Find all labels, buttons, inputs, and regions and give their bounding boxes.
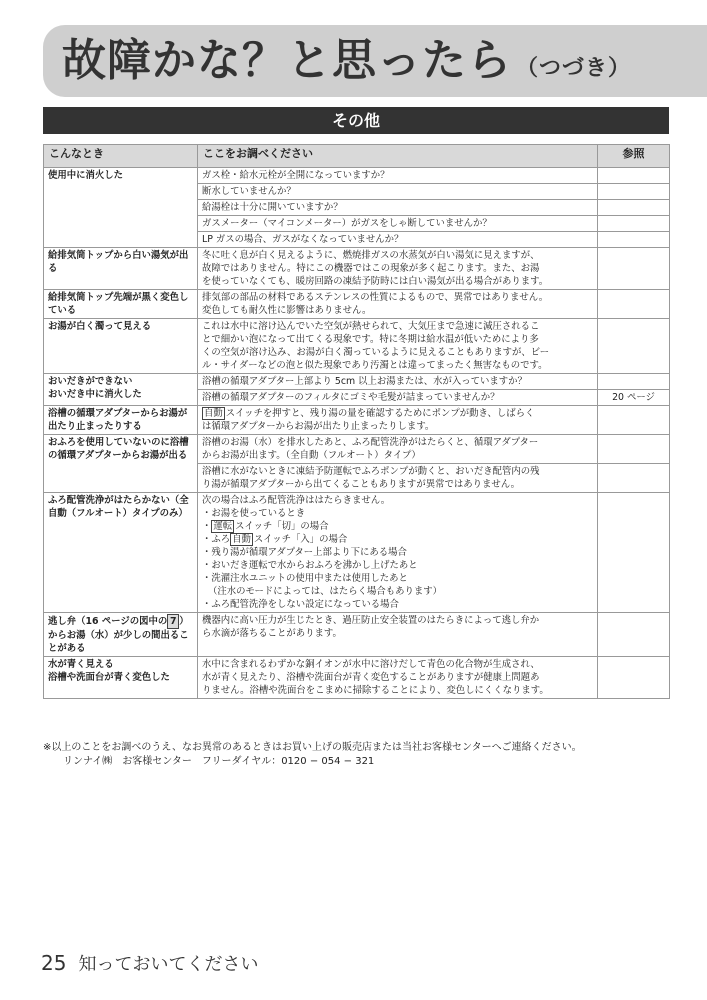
check-cell: ガスメーター（マイコンメーター）がガスをしゃ断していませんか？	[198, 216, 598, 232]
case-cell: お湯が白く濁って見える	[44, 319, 198, 374]
page-subtitle: （つづき）	[516, 56, 632, 81]
check-line: くの空気が溶け込み、お湯が白く濁っているように見えることもありますが、ビー	[202, 347, 550, 358]
reference-cell	[598, 248, 670, 290]
section-heading: その他	[43, 107, 669, 134]
case-cell: 使用中に消火した	[44, 168, 198, 248]
case-cell: 浴槽の循環アダプターからお湯が出たり止まったりする	[44, 406, 198, 435]
check-cell	[198, 290, 598, 319]
table-row	[44, 319, 670, 374]
check-line: ・お湯を使っているとき	[202, 508, 306, 519]
run-switch-label: 運転	[213, 521, 233, 532]
reference-cell	[598, 464, 670, 493]
check-line: 故障ではありません。特にこの機器ではこの現象が多く起こります。また、お湯	[202, 263, 540, 274]
check-line: 機器内に高い圧力が生じたとき、過圧防止安全装置のはたらきによって逃し弁か	[202, 615, 540, 626]
case-cell	[44, 613, 198, 657]
check-line	[202, 407, 593, 420]
check-line-text: スイッチ「入」の場合	[253, 534, 348, 545]
check-line: ル・サイダーなどの泡と似た現象であり汚濁とは違ってまったく無害なものです。	[202, 360, 548, 371]
page-title	[62, 28, 631, 102]
column-header-case: こんなとき	[44, 145, 198, 168]
check-line: とで細かい泡になって出てくる現象です。特に冬期は給水温が低いためにより多	[202, 334, 539, 345]
check-cell: ガス栓・給水元栓が全開になっていますか？	[198, 168, 598, 184]
check-line: 冬に吐く息が白く見えるように、燃焼排ガスの水蒸気が白い湯気に見えますが、	[202, 250, 540, 261]
check-line: からお湯が出ます。（全自動（フルオート）タイプ）	[202, 450, 421, 461]
check-cell: 浴槽の循環アダプター上部より 5cm 以上お湯または、水が入っていますか？	[198, 374, 598, 390]
check-cell	[198, 657, 598, 699]
page-title-text: 故障かな？と思ったら	[62, 35, 512, 86]
reference-cell	[598, 319, 670, 374]
table-row	[44, 613, 670, 657]
check-line: りません。浴槽や洗面台をこまめに掃除することにより、変色しにくくなります。	[202, 685, 549, 696]
bullet: ・	[202, 521, 212, 532]
check-line-text: スイッチを押すと、残り湯の量を確認するためにポンプが動き、しばらく	[225, 408, 535, 419]
case-cell: 給排気筒トップから白い湯気が出る	[44, 248, 198, 290]
case-text-rest: ）からお湯（水）が少しの間出ることがある	[48, 616, 189, 654]
check-line-text: スイッチ「切」の場合	[235, 521, 329, 532]
check-cell	[198, 493, 598, 613]
table-row	[44, 248, 670, 290]
check-cell	[198, 248, 598, 290]
reference-cell	[598, 168, 670, 184]
reference-cell	[598, 406, 670, 435]
auto-switch-label: 自動	[232, 534, 251, 545]
reference-cell[interactable]: 20 ページ	[598, 390, 670, 406]
check-cell	[198, 406, 598, 435]
troubleshooting-table	[43, 144, 670, 699]
check-line: ら水滴が落ちることがあります。	[202, 628, 342, 639]
reference-cell	[598, 435, 670, 464]
page-footer	[41, 950, 258, 976]
reference-cell	[598, 290, 670, 319]
check-line: を使っていなくても、暖房回路の凍結予防時には白い湯気が出る場合があります。	[202, 276, 549, 287]
table-row	[44, 406, 670, 435]
check-line: 排気部の部品の材料であるステンレスの性質によるもので、異常ではありません。	[202, 292, 549, 303]
check-cell: 断水していませんか？	[198, 184, 598, 200]
page-number: 25	[41, 951, 67, 975]
table-row	[44, 290, 670, 319]
check-cell	[198, 435, 598, 464]
check-line: ・残り湯が循環アダプター上部より下にある場合	[202, 547, 407, 558]
check-line: （注水のモードによっては、はたらく場合もあります）	[208, 586, 443, 597]
reference-cell	[598, 374, 670, 390]
footer-section-label: 知っておいてください	[78, 954, 259, 975]
case-cell: 給排気筒トップ先端が黒く変色している	[44, 290, 198, 319]
reference-cell	[598, 657, 670, 699]
check-line: ・洗濯注水ユニットの使用中または使用したあと	[202, 573, 408, 584]
case-cell: 水が青く見える 浴槽や洗面台が青く変色した	[44, 657, 198, 699]
footnote-line: ※以上のことをお調べのうえ、なお異常のあるときはお買い上げの販売店または当社お客様センターへご連絡ください。	[43, 742, 582, 753]
check-line: これは水中に溶け込んでいた空気が熱せられて、大気圧まで急速に減圧されるこ	[202, 321, 540, 332]
reference-cell	[598, 493, 670, 613]
reference-cell	[598, 216, 670, 232]
case-cell: おふろを使用していないのに浴槽の循環アダプターからお湯が出る	[44, 435, 198, 493]
check-line: は循環アダプターからお湯が出たり止まったりします。	[202, 421, 435, 432]
table-header-row	[44, 145, 670, 168]
check-cell	[198, 464, 598, 493]
case-text: 逃し弁（16 ページの図中の	[48, 616, 168, 627]
check-line	[202, 533, 593, 546]
reference-cell	[598, 232, 670, 248]
table-row	[44, 493, 670, 613]
table-row	[44, 374, 670, 390]
table-row	[44, 168, 670, 184]
case-cell: ふろ配管洗浄がはたらかない（全自動（フルオート）タイプのみ）	[44, 493, 198, 613]
auto-switch-label: 自動	[204, 408, 223, 419]
check-cell	[198, 613, 598, 657]
bullet-prefix: ・ふろ	[202, 534, 231, 545]
table-row	[44, 657, 670, 699]
reference-cell	[598, 613, 670, 657]
reference-cell	[598, 184, 670, 200]
figure-number-badge: 7	[167, 614, 179, 629]
column-header-reference: 参照	[598, 145, 670, 168]
check-cell	[198, 319, 598, 374]
table-row	[44, 435, 670, 464]
check-line: 浴槽のお湯（水）を排水したあと、ふろ配管洗浄がはたらくと、循環アダプター	[202, 437, 539, 448]
check-line	[202, 520, 593, 533]
case-cell: おいだきができない おいだき中に消火した	[44, 374, 198, 406]
check-line: 水が青く見えたり、浴槽や洗面台が青く変色することがありますが健康上問題あ	[202, 672, 540, 683]
check-line: 変色しても耐久性に影響はありません。	[202, 305, 372, 316]
customer-center-line: リンナイ㈱ お客様センター フリーダイヤル：0120 − 054 − 321	[63, 756, 375, 767]
check-line: り湯が循環アダプターから出てくることもありますが異常ではありません。	[202, 479, 521, 490]
check-cell: LP ガスの場合、ガスがなくなっていませんか？	[198, 232, 598, 248]
check-line: 浴槽に水がないときに凍結予防運転でふろポンプが動くと、おいだき配管内の残	[202, 466, 540, 477]
check-line: ・おいだき運転で水からおふろを沸かし上げたあと	[202, 560, 418, 571]
reference-cell	[598, 200, 670, 216]
check-cell: 給湯栓は十分に開いていますか？	[198, 200, 598, 216]
check-cell: 浴槽の循環アダプターのフィルタにゴミや毛髪が詰まっていませんか？	[198, 390, 598, 406]
check-line: ・ふろ配管洗浄をしない設定になっている場合	[202, 599, 399, 610]
check-line: 次の場合はふろ配管洗浄ははたらきません。	[202, 495, 391, 506]
check-line: 水中に含まれるわずかな銅イオンが水中に溶けだして青色の化合物が生成され、	[202, 659, 540, 670]
column-header-check: ここをお調べください	[198, 145, 598, 168]
footnote	[43, 741, 683, 769]
